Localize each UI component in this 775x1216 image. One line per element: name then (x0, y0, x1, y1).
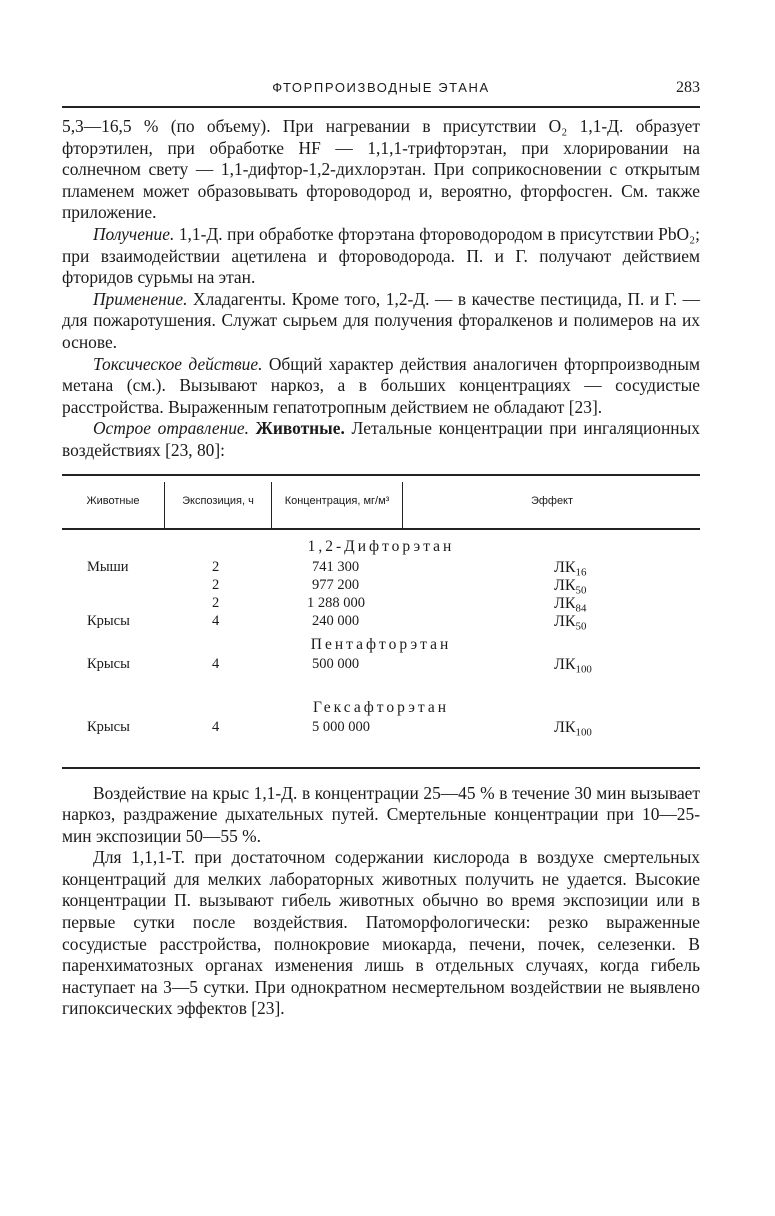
text-toxic-action: Общий характер действия аналогичен фторпроизводным метана (см.). Вызывают наркоз, а в больших концентрациях — сосудистые расстройства. Выраженным гепатотропным действием не обладают [23]. (62, 353, 700, 417)
cell-effect (554, 613, 586, 631)
book-page (62, 76, 700, 1020)
table-row (62, 656, 700, 674)
effect-label: ЛК (554, 655, 576, 673)
table-row (62, 613, 700, 631)
header-effect: Эффект (530, 495, 574, 507)
paragraph-trifluoroethane: Для 1,1,1-Т. при достаточном содержании кислорода в воздухе смертельных концентраций для мелких лабораторных животных получить не удается. Высокие концентрации П. вызывают гибель животных обычно во время экспозиции или в первые сутки после воздействия. Патоморфологически: резко выраженные сосудистые расстройства, полнокровие миокарда, печени, почек, селезенки. В паренхиматозных органах изменения лишь в отдельных случаях, когда гибель наступает на 3—5 сутки. При однократном несмертельном воздействии не выявлено гипоксических эффектов [23]. (62, 847, 700, 1019)
paragraph-1: 5,3—16,5 % (по объему). При нагревании в присутствии O₂ 1,1-Д. образует фторэтилен, при обработке HF — 1,1,1-трифторэтан, при хлорировании на солнечном свету — 1,1-дифтор-1,2-дихлорэтан. При соприкосновении с открытым пламенем может образовывать фтороводород и, вероятно, фторфосген. См. также приложение. (62, 116, 700, 223)
header-rule (62, 106, 700, 108)
body-text-bottom (62, 783, 700, 1021)
cell-effect (554, 559, 586, 577)
label-application: Применение. (93, 288, 188, 309)
table-row (62, 577, 700, 595)
text-application: Хладагенты. Кроме того, 1,2-Д. — в качестве пестицида, П. и Г. — для пожаротушения. Служат сырьем для получения фторалкенов и полимеров на их основе. (62, 288, 700, 352)
effect-label: ЛК (554, 594, 576, 612)
group-title: 1,2-Дифторэтан (307, 537, 455, 555)
cell-animal: Крысы (87, 718, 130, 735)
page-header (62, 76, 700, 98)
effect-subscript: 50 (575, 583, 587, 596)
effect-subscript: 84 (575, 601, 587, 614)
cell-exposure: 2 (212, 594, 220, 611)
cell-concentration: 1 288 000 (307, 594, 365, 611)
paragraph-acute-poisoning (62, 418, 700, 461)
effect-subscript: 16 (575, 565, 587, 578)
effect-subscript: 100 (575, 725, 592, 738)
paragraph-rats-effect: Воздействие на крыс 1,1-Д. в концентрации 25—45 % в течение 30 мин вызывает наркоз, раздражение дыхательных путей. Смертельные концентрации при 10—25-мин экспозиции 50—55 %. (62, 782, 700, 846)
cell-animal: Крысы (87, 655, 130, 672)
paragraph-application (62, 289, 700, 354)
effect-label: ЛК (554, 576, 576, 594)
cell-effect (554, 719, 592, 737)
header-divider (402, 482, 403, 528)
effect-subscript: 50 (575, 619, 587, 632)
header-concentration: Концентрация, мг/м³ (284, 495, 390, 507)
group-title: Пентафторэтан (310, 635, 452, 653)
cell-concentration: 240 000 (312, 612, 360, 629)
cell-effect (554, 595, 586, 613)
effect-label: ЛК (554, 612, 576, 630)
cell-animal: Мыши (87, 558, 129, 575)
table-row (62, 595, 700, 613)
text-production: 1,1-Д. при обработке фторэтана фтороводородом в присутствии PbO₂; при взаимодействии ацетилена и фтороводорода. П. и Г. получают действием фторидов сурьмы на этан. (62, 223, 700, 288)
cell-concentration: 5 000 000 (312, 718, 370, 735)
page-number: 283 (676, 79, 700, 96)
header-exposure: Экспозиция, ч (182, 495, 254, 507)
effect-label: ЛК (554, 718, 576, 736)
body-text-top (62, 116, 700, 462)
cell-exposure: 4 (212, 612, 220, 629)
label-toxic-action: Токсическое действие. (93, 353, 263, 374)
running-title: ФТОРПРОИЗВОДНЫЕ ЭТАНА (272, 80, 490, 95)
cell-exposure: 4 (212, 718, 220, 735)
text-acute-poisoning: Летальные концентрации при ингаляционных воздействиях [23, 80]: (62, 418, 700, 460)
table-row (62, 559, 700, 577)
table-header (62, 476, 700, 530)
label-animals: Животные. (248, 418, 345, 439)
cell-exposure: 2 (212, 558, 220, 575)
header-divider (271, 482, 272, 528)
cell-concentration: 977 200 (312, 576, 360, 593)
cell-exposure: 4 (212, 655, 220, 672)
cell-concentration: 741 300 (312, 558, 360, 575)
header-divider (164, 482, 165, 528)
cell-concentration: 500 000 (312, 655, 360, 672)
cell-exposure: 2 (212, 576, 220, 593)
paragraph-production (62, 224, 700, 289)
paragraph-toxic-action (62, 354, 700, 419)
cell-effect (554, 656, 592, 674)
cell-animal: Крысы (87, 612, 130, 629)
effect-label: ЛК (554, 558, 576, 576)
label-acute-poisoning: Острое отравление. (93, 418, 249, 439)
lethal-concentration-table (62, 474, 700, 769)
cell-effect (554, 577, 586, 595)
group-title: Гексафторэтан (312, 698, 450, 716)
effect-subscript: 100 (575, 662, 592, 675)
label-production: Получение. (93, 223, 175, 244)
header-animals: Животные (86, 495, 140, 507)
table-row (62, 719, 700, 737)
